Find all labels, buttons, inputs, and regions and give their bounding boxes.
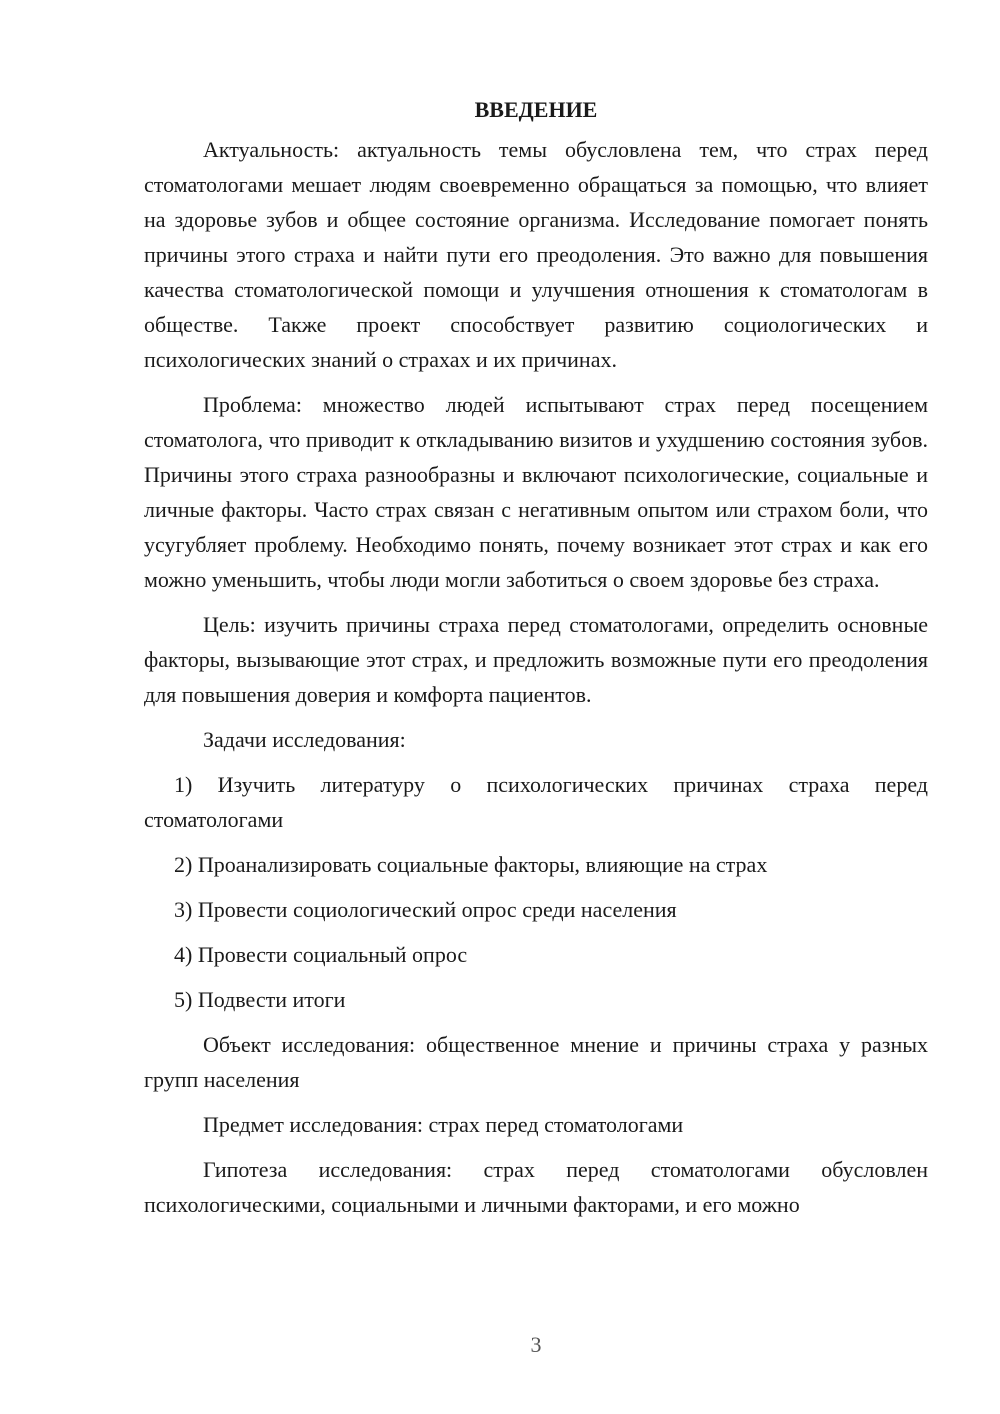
- goal-paragraph: Цель: изучить причины страха перед стоматологами, определить основные факторы, вызывающие этот страх, и предложить возможные пути его преодоления для повышения доверия и комфорта пациентов.: [144, 612, 928, 707]
- relevance-paragraph: Актуальность: актуальность темы обусловлена тем, что страх перед стоматологами мешает людям своевременно обращаться за помощью, что влияет на здоровье зубов и общее состояние организма. Исследование помогает понять причины этого страха и найти пути его преодоления. Это важно для повышения качества стоматологической помощи и улучшения отношения к стоматологам в обществе. Также проект способствует развитию социологических и психологических знаний о страхах и их причинах.: [144, 137, 928, 372]
- task-item-4: 4) Провести социальный опрос: [174, 942, 468, 967]
- task-item-5: 5) Подвести итоги: [174, 987, 346, 1012]
- task-item-1: 1) Изучить литературу о психологических причинах страха перед стоматологами: [144, 772, 928, 832]
- task-item-3: 3) Провести социологический опрос среди населения: [174, 897, 677, 922]
- object-paragraph: Объект исследования: общественное мнение и причины страха у разных групп населения: [144, 1032, 928, 1092]
- task-item-2: 2) Проанализировать социальные факторы, влияющие на страх: [174, 852, 768, 877]
- document-page: [144, 92, 928, 1232]
- hypothesis-paragraph: Гипотеза исследования: страх перед стоматологами обусловлен психологическими, социальными и личными факторами, и его можно: [144, 1157, 928, 1217]
- page-number: 3: [530, 1332, 542, 1357]
- page-title: ВВЕДЕНИЕ: [474, 97, 598, 122]
- subject-paragraph: Предмет исследования: страх перед стоматологами: [203, 1112, 684, 1137]
- tasks-heading: Задачи исследования:: [203, 727, 406, 752]
- problem-paragraph: Проблема: множество людей испытывают страх перед посещением стоматолога, что приводит к откладыванию визитов и ухудшению состояния зубов. Причины этого страха разнообразны и включают психологические, социальные и личные факторы. Часто страх связан с негативным опытом или страхом боли, что усугубляет проблему. Необходимо понять, почему возникает этот страх и как его можно уменьшить, чтобы люди могли заботиться о своем здоровье без страха.: [144, 392, 928, 592]
